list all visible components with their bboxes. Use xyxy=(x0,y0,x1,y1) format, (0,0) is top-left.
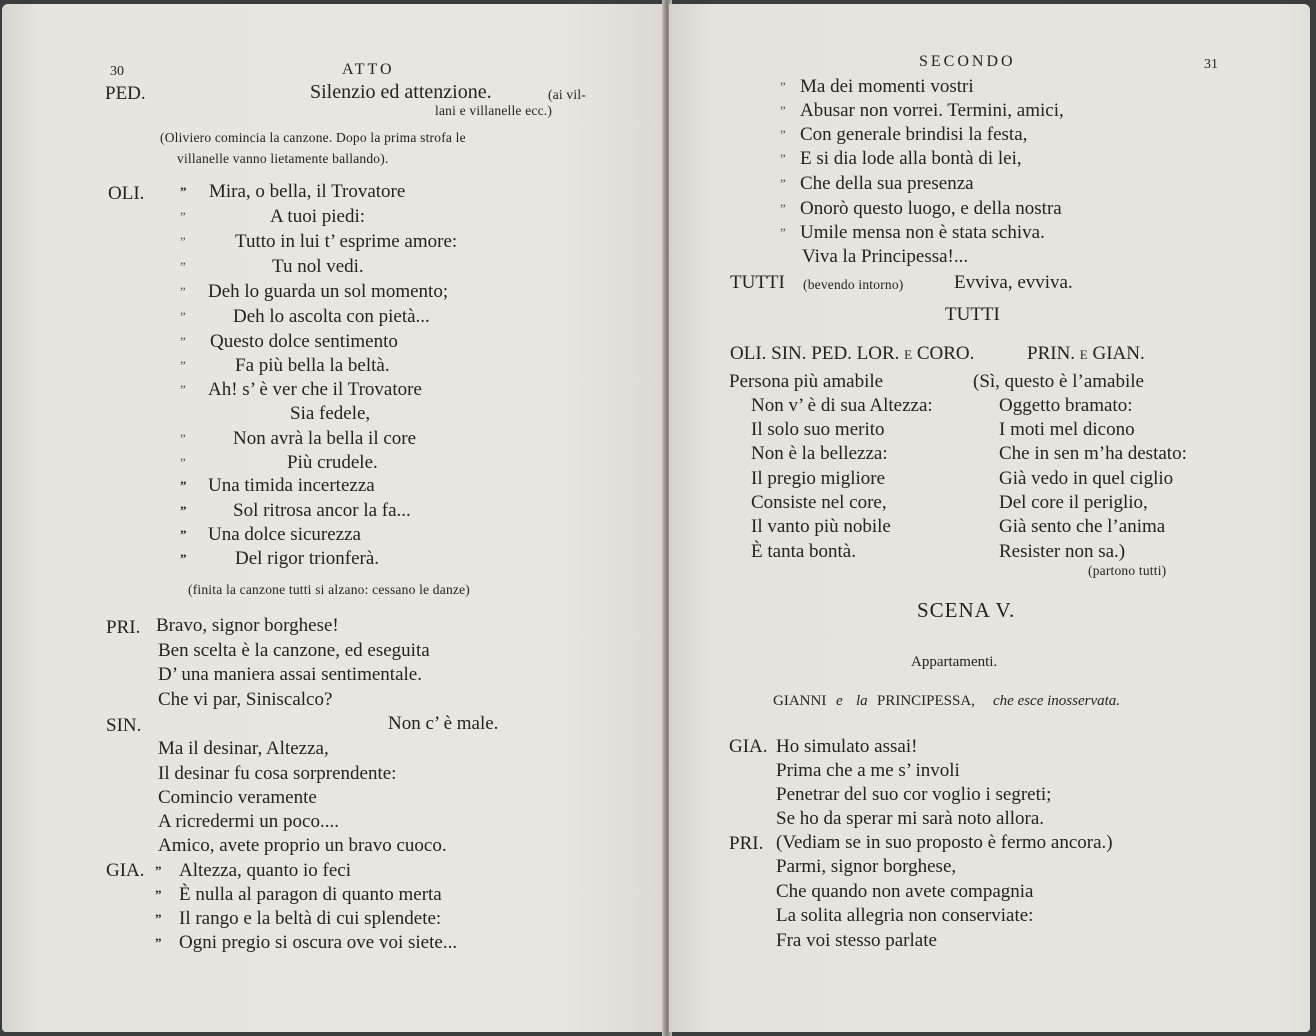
verse-line: Sol ritrosa ancor la fa... xyxy=(233,500,411,521)
page-number: 31 xyxy=(1204,57,1218,72)
speaker-label: PRI. xyxy=(729,833,764,854)
character-name: PRINCIPESSA, xyxy=(877,693,975,709)
verse-line-right: Già sento che l’anima xyxy=(999,516,1166,537)
verse-line: Tutto in lui t’ esprime amore: xyxy=(235,231,458,252)
dialogue-line: La solita allegria non conserviate: xyxy=(776,905,1034,926)
verse-line-left: È tanta bontà. xyxy=(751,541,856,562)
speaker-label: GIA. xyxy=(106,860,145,881)
dialogue-line: E si dia lode alla bontà di lei, xyxy=(800,148,1022,169)
quote-mark: ” xyxy=(780,176,786,191)
page-number: 30 xyxy=(110,64,124,79)
verse-line-left: Il solo suo merito xyxy=(751,419,885,440)
quote-mark: ” xyxy=(155,863,162,878)
quote-mark: ” xyxy=(180,259,186,274)
quote-mark: ” xyxy=(780,225,786,240)
verse-line-right: Che in sen m’ha destato: xyxy=(999,443,1187,464)
quote-mark: ” xyxy=(180,382,186,397)
stage-direction: lani e villanelle ecc.) xyxy=(435,103,553,118)
dialogue-line: Il rango e la beltà di cui splendete: xyxy=(179,908,442,929)
dialogue-line: Se ho da sperar mi sarà noto allora. xyxy=(776,808,1045,829)
dialogue-line: Bravo, signor borghese! xyxy=(156,615,339,636)
verse-line-right: Oggetto bramato: xyxy=(999,395,1133,416)
stage-direction: e xyxy=(836,693,843,709)
dialogue-line: Penetrar del suo cor voglio i segreti; xyxy=(776,784,1052,805)
speaker-label: SIN. xyxy=(106,715,142,736)
quote-mark: ” xyxy=(780,79,786,94)
verse-line-right: Già vedo in quel ciglio xyxy=(999,468,1174,489)
dialogue-line: Ma dei momenti vostri xyxy=(800,76,974,97)
dialogue-line: Con generale brindisi la festa, xyxy=(800,124,1028,145)
quote-mark: ” xyxy=(155,935,162,950)
verse-line-right: Resister non sa.) xyxy=(999,541,1126,562)
quote-mark: ” xyxy=(180,358,186,373)
verse-line: Mira, o bella, il Trovatore xyxy=(209,181,406,202)
quote-mark: ” xyxy=(180,184,187,199)
speaker-label: OLI. xyxy=(108,183,145,204)
dialogue-line: A ricredermi un poco.... xyxy=(158,811,339,832)
stage-direction: la xyxy=(856,693,868,709)
quote-mark: ” xyxy=(180,478,187,493)
verse-line: Tu nol vedi. xyxy=(272,256,364,277)
stage-direction: (finita la canzone tutti si alzano: cessano le danze) xyxy=(188,582,470,597)
verse-line-right: (Sì, questo è l’amabile xyxy=(973,371,1144,392)
dialogue-line: Prima che a me s’ involi xyxy=(776,760,960,781)
verse-line-left: Il vanto più nobile xyxy=(751,516,891,537)
dialogue-line: È nulla al paragon di quanto merta xyxy=(179,884,442,905)
quote-mark: ” xyxy=(155,887,162,902)
speaker-label: PRI. xyxy=(106,617,141,638)
verse-line-left: Non v’ è di sua Altezza: xyxy=(751,395,933,416)
quote-mark: ” xyxy=(780,127,786,142)
stage-direction: (Oliviero comincia la canzone. Dopo la prima strofa le xyxy=(160,130,466,145)
verse-line: Questo dolce sentimento xyxy=(210,331,398,352)
quote-mark: ” xyxy=(180,334,186,349)
quote-mark: ” xyxy=(180,527,187,542)
verse-line: Fa più bella la beltà. xyxy=(235,355,390,376)
dialogue-line: Che vi par, Siniscalco? xyxy=(158,689,333,710)
dialogue-line: Viva la Principessa!... xyxy=(802,246,969,267)
column-heading: PRIN. e GIAN. xyxy=(1027,343,1145,364)
scene-title: SCENA V. xyxy=(917,598,1016,622)
running-head: ATTO xyxy=(342,61,395,78)
speaker-label: GIA. xyxy=(729,736,768,757)
dialogue-line: Abusar non vorrei. Termini, amici, xyxy=(800,100,1064,121)
stage-direction: (ai vil- xyxy=(548,87,586,102)
dialogue-line: Che quando non avete compagnia xyxy=(776,881,1034,902)
stage-direction: (bevendo intorno) xyxy=(803,277,904,292)
dialogue-line: Parmi, signor borghese, xyxy=(776,856,957,877)
left-page xyxy=(2,4,665,1032)
dialogue-line: Ma il desinar, Altezza, xyxy=(158,738,329,759)
verse-line: Ah! s’ è ver che il Trovatore xyxy=(208,379,422,400)
quote-mark: ” xyxy=(180,503,187,518)
verse-line: Deh lo ascolta con pietà... xyxy=(233,306,430,327)
dialogue-line: Onorò questo luogo, e della nostra xyxy=(800,198,1062,219)
dialogue-line: D’ una maniera assai sentimentale. xyxy=(158,664,422,685)
dialogue-line: Altezza, quanto io feci xyxy=(179,860,351,881)
quote-mark: ” xyxy=(180,309,186,324)
stage-direction: che esce inosservata. xyxy=(993,693,1121,709)
quote-mark: ” xyxy=(180,455,186,470)
verse-line: Una timida incertezza xyxy=(208,475,375,496)
verse-line: A tuoi piedi: xyxy=(270,206,365,227)
dialogue-line: Ogni pregio si oscura ove voi siete... xyxy=(179,932,458,953)
dialogue-line: Il desinar fu cosa sorprendente: xyxy=(158,763,397,784)
quote-mark: ” xyxy=(180,431,186,446)
dialogue-line: Ho simulato assai! xyxy=(776,736,918,757)
verse-line-left: Consiste nel core, xyxy=(751,492,887,513)
quote-mark: ” xyxy=(780,201,786,216)
verse-line-left: Il pregio migliore xyxy=(751,468,886,489)
verse-line: Del rigor trionferà. xyxy=(235,548,380,569)
quote-mark: ” xyxy=(180,209,186,224)
stage-direction: villanelle vanno lietamente ballando). xyxy=(177,151,389,166)
dialogue-line: Non c’ è male. xyxy=(388,713,499,734)
quote-mark: ” xyxy=(180,551,187,566)
verse-line-right: Del core il periglio, xyxy=(999,492,1148,513)
dialogue-line: Amico, avete proprio un bravo cuoco. xyxy=(158,835,447,856)
dialogue-line: Ben scelta è la canzone, ed eseguita xyxy=(158,640,430,661)
dialogue-line: Comincio veramente xyxy=(158,787,317,808)
quote-mark: ” xyxy=(155,911,162,926)
quote-mark: ” xyxy=(780,151,786,166)
quote-mark: ” xyxy=(180,234,186,249)
running-head: SECONDO xyxy=(919,53,1016,70)
dialogue-line: Fra voi stesso parlate xyxy=(776,930,937,951)
speaker-label: TUTTI xyxy=(730,272,785,293)
right-page xyxy=(669,4,1310,1032)
verse-line-left: Persona più amabile xyxy=(729,371,884,392)
verse-line: Sia fedele, xyxy=(290,403,371,424)
verse-line-right: I moti mel dicono xyxy=(999,419,1135,440)
section-heading: TUTTI xyxy=(945,304,1000,325)
dialogue-line: Umile mensa non è stata schiva. xyxy=(800,222,1045,243)
verse-line: Non avrà la bella il core xyxy=(233,428,417,449)
quote-mark: ” xyxy=(180,284,186,299)
stage-direction: (partono tutti) xyxy=(1088,563,1167,578)
dialogue-line: Evviva, evviva. xyxy=(954,272,1073,293)
verse-line: Deh lo guarda un sol momento; xyxy=(208,281,449,302)
verse-line: Più crudele. xyxy=(287,452,378,473)
scene-setting: Appartamenti. xyxy=(911,654,998,670)
verse-line-left: Non è la bellezza: xyxy=(751,443,888,464)
dialogue-line: Che della sua presenza xyxy=(800,173,974,194)
verse-line: Una dolce sicurezza xyxy=(208,524,361,545)
dialogue-line: (Vediam se in suo proposto è fermo ancora.) xyxy=(776,832,1113,853)
speaker-label: PED. xyxy=(105,83,146,104)
column-heading: OLI. SIN. PED. LOR. e CORO. xyxy=(730,343,975,364)
character-name: GIANNI xyxy=(773,693,827,709)
dialogue-line: Silenzio ed attenzione. xyxy=(310,81,492,103)
quote-mark: ” xyxy=(780,103,786,118)
